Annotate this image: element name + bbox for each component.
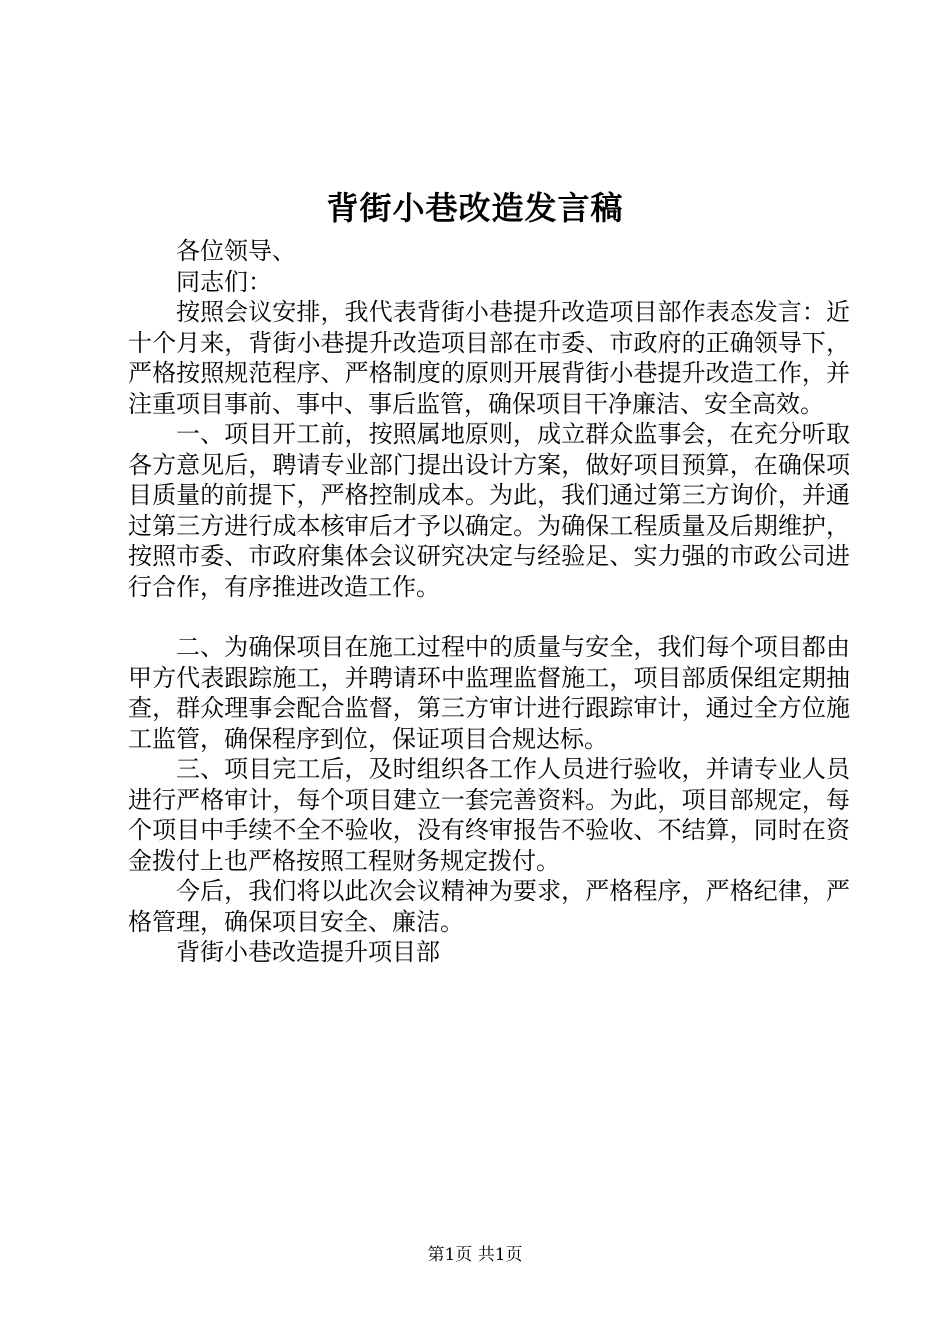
body-paragraph: 三、项目完工后，及时组织各工作人员进行验收，并请专业人员进行严格审计，每个项目建立一套完善资料。为此，项目部规定，每个项目中手续不全不验收，没有终审报告不验收、不结算，同时在资金拨付上也严格按照工程财务规定拨付。 [128, 755, 850, 875]
salutation-line: 同志们： [176, 267, 272, 296]
document-body [128, 236, 850, 968]
body-paragraph: 二、为确保项目在施工过程中的质量与安全，我们每个项目都由甲方代表跟踪施工，并聘请环中监理监督施工，项目部质保组定期抽查，群众理事会配合监督，第三方审计进行跟踪审计，通过全方位施工监管，确保程序到位，保证项目合规达标。 [128, 633, 850, 753]
body-paragraph: 一、项目开工前，按照属地原则，成立群众监事会，在充分听取各方意见后，聘请专业部门提出设计方案，做好项目预算，在确保项目质量的前提下，严格控制成本。为此，我们通过第三方询价，并通过第三方进行成本核审后才予以确定。为确保工程质量及后期维护，按照市委、市政府集体会议研究决定与经验足、实力强的市政公司进行合作，有序推进改造工作。 [128, 420, 850, 601]
body-paragraph: 今后，我们将以此次会议精神为要求，严格程序，严格纪律，严格管理，确保项目安全、廉洁。 [128, 877, 850, 936]
body-paragraph: 按照会议安排，我代表背街小巷提升改造项目部作表态发言：近十个月来，背街小巷提升改造项目部在市委、市政府的正确领导下，严格按照规范程序、严格制度的原则开展背街小巷提升改造工作，并注重项目事前、事中、事后监管，确保项目干净廉洁、安全高效。 [128, 298, 850, 418]
signature: 背街小巷改造提升项目部 [176, 938, 440, 966]
salutation-line: 各位领导、 [176, 237, 296, 265]
document-title: 背街小巷改造发言稿 [326, 189, 624, 227]
page-footer: 第1页 共1页 [427, 1245, 523, 1265]
